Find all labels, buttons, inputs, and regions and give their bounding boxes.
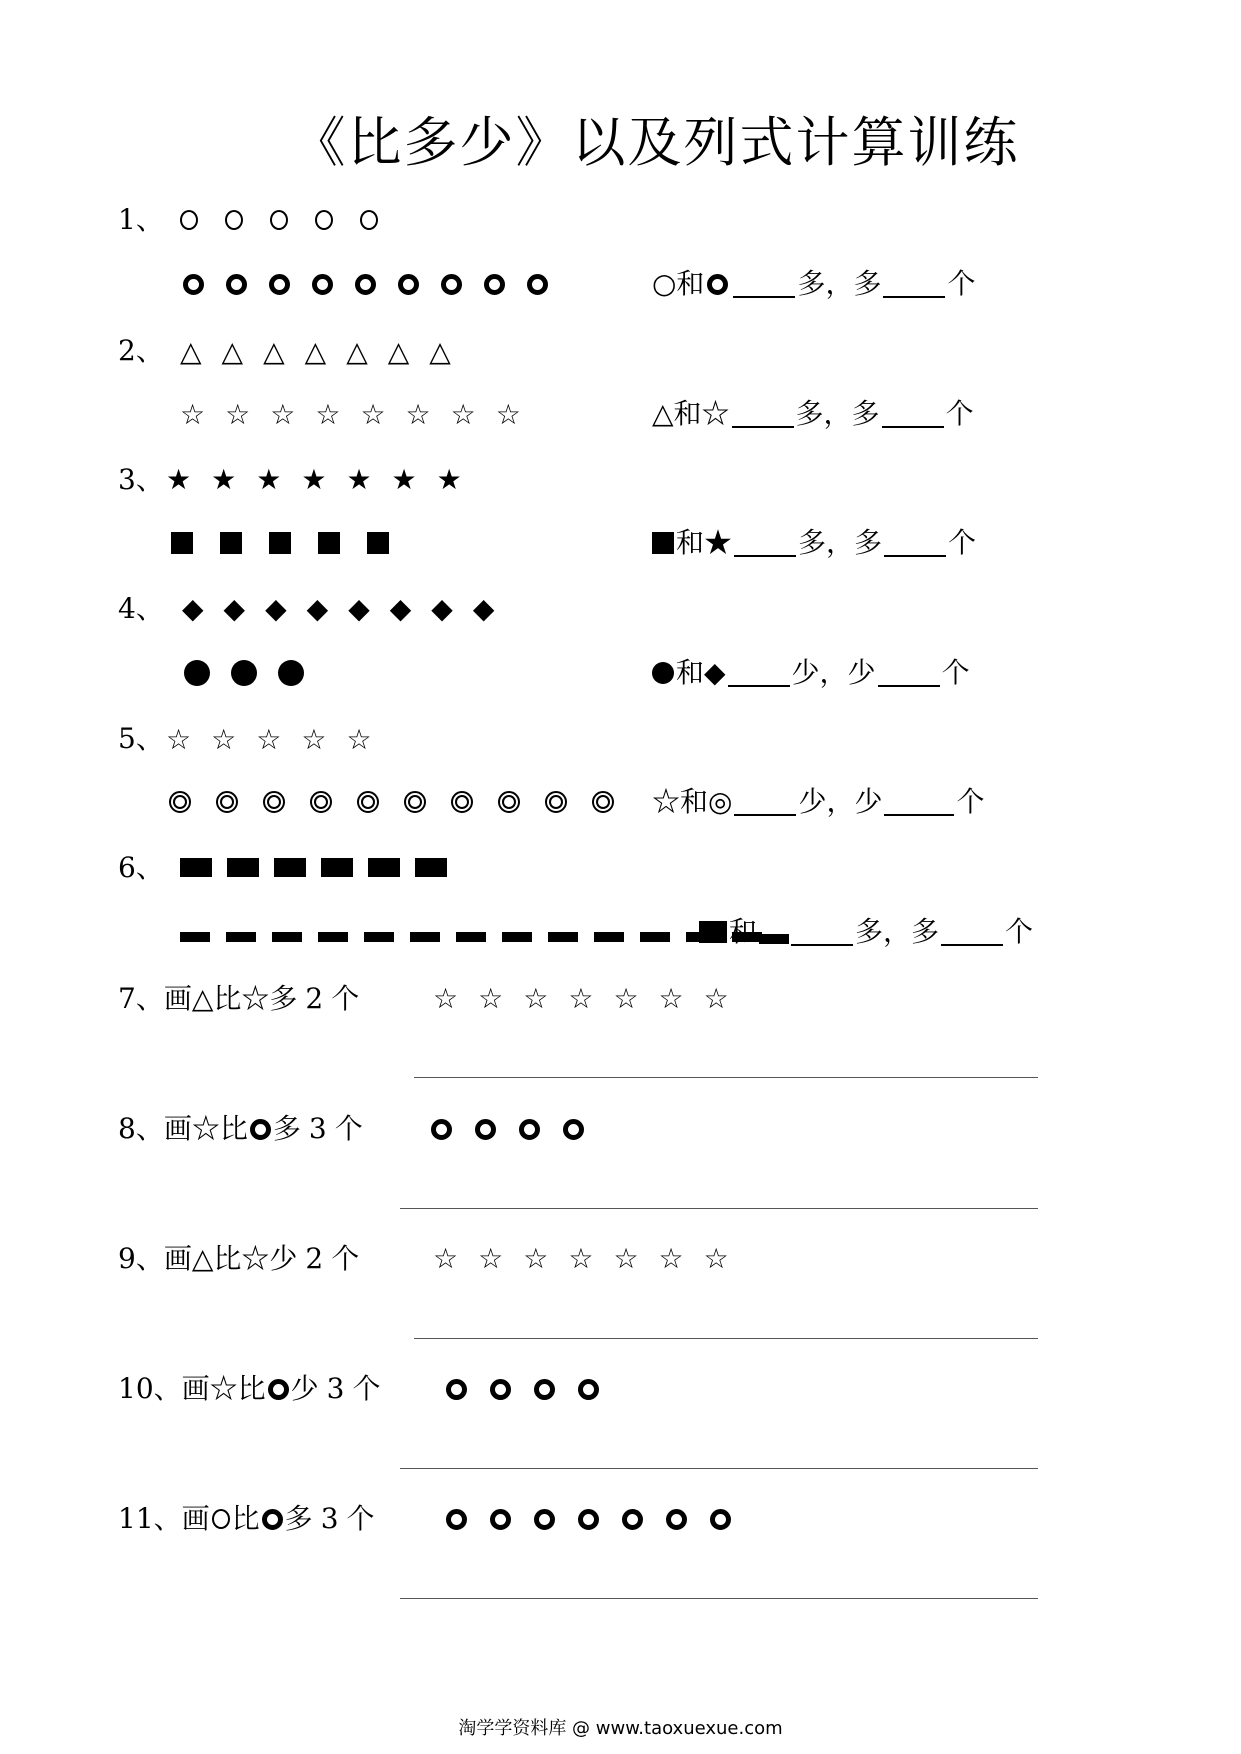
page-title: 《比多少》以及列式计算训练 <box>291 111 1020 174</box>
answer-blank[interactable] <box>733 270 795 298</box>
ring-icon <box>446 1509 467 1530</box>
dot-row <box>184 660 304 686</box>
ring-icon <box>578 1379 599 1400</box>
filled-circle-icon <box>278 660 304 686</box>
bar-icon <box>640 932 670 942</box>
ring-icon <box>490 1379 511 1400</box>
diamond-icon: ◆ <box>348 592 370 625</box>
diamond-icon: ◆ <box>182 592 204 625</box>
task-10-prompt: 10、 画☆比 少 3 个 <box>118 1372 381 1405</box>
star-filled-row <box>166 463 462 496</box>
double-circle-icon <box>545 791 567 813</box>
star-outline-icon: ☆ <box>478 1242 504 1275</box>
double-circle-icon <box>498 791 520 813</box>
star-outline-icon: ☆ <box>658 1242 684 1275</box>
star-outline-icon: ☆ <box>568 982 594 1015</box>
open-circle-icon <box>360 210 378 230</box>
question-5: ☆和◎ 少，少 个 <box>652 785 985 818</box>
ring-icon <box>710 1509 731 1530</box>
diamond-icon: ◆ <box>306 592 329 625</box>
item-number: 2、 <box>118 334 164 367</box>
bar-icon <box>272 932 302 942</box>
star-outline-icon: ☆ <box>523 982 549 1015</box>
ring-row <box>183 274 548 295</box>
square-row <box>171 532 389 554</box>
star-outline-icon: ☆ <box>315 398 341 431</box>
diamond-row <box>182 592 495 625</box>
diamond-icon: ◆ <box>431 592 453 625</box>
star-filled-icon: ★ <box>346 463 372 496</box>
diamond-icon: ◆ <box>223 592 246 625</box>
ring-icon <box>707 274 728 295</box>
star-outline-icon: ☆ <box>405 398 431 431</box>
ring-icon <box>312 274 333 295</box>
ring-icon <box>250 1119 271 1140</box>
bar-row <box>180 922 762 942</box>
star-outline-icon: ☆ <box>523 1242 549 1275</box>
ring-icon <box>183 274 204 295</box>
triangle-icon: △ <box>429 335 451 368</box>
ring-row <box>431 1119 584 1140</box>
double-circle-icon <box>592 791 614 813</box>
ring-icon <box>484 274 505 295</box>
answer-blank[interactable] <box>878 659 940 687</box>
star-outline-icon: ☆ <box>180 398 206 431</box>
question-6: 和 多，多 个 <box>699 910 1033 954</box>
star-outline-row <box>433 1242 729 1275</box>
drawing-answer-line[interactable] <box>400 1208 1038 1209</box>
triangle-icon: △ <box>304 335 327 368</box>
ring-icon <box>578 1509 599 1530</box>
answer-blank[interactable] <box>791 918 853 946</box>
filled-circle-icon <box>184 660 210 686</box>
square-icon <box>220 532 242 554</box>
star-filled-icon: ★ <box>166 463 192 496</box>
star-outline-icon: ☆ <box>256 723 282 756</box>
square-icon <box>171 532 193 554</box>
bar-icon <box>318 932 348 942</box>
ring-icon <box>269 274 290 295</box>
answer-blank[interactable] <box>882 400 944 428</box>
bar-icon <box>410 932 440 942</box>
ring-icon <box>534 1379 555 1400</box>
drawing-answer-line[interactable] <box>414 1077 1038 1078</box>
open-circle-row <box>180 210 378 230</box>
double-circle-icon <box>216 791 238 813</box>
ring-icon <box>519 1119 540 1140</box>
square-icon <box>318 532 340 554</box>
star-outline-icon: ☆ <box>211 723 237 756</box>
open-circle-icon <box>315 210 333 230</box>
filled-circle-icon <box>652 662 674 684</box>
bar-icon <box>502 932 532 942</box>
answer-blank[interactable] <box>728 659 790 687</box>
star-outline-icon: ☆ <box>270 398 296 431</box>
footer-watermark: 淘学学资料库 @ www.taoxuexue.com <box>458 1718 783 1739</box>
filled-circle-icon <box>231 660 257 686</box>
ring-icon <box>398 274 419 295</box>
question-3: 和★ 多，多 个 <box>652 521 976 565</box>
answer-blank[interactable] <box>734 788 796 816</box>
task-11-prompt: 11、 画 比 多 3 个 <box>118 1502 375 1535</box>
star-filled-icon: ★ <box>391 463 417 496</box>
star-outline-icon: ☆ <box>658 982 684 1015</box>
star-outline-icon: ☆ <box>495 398 521 431</box>
triangle-icon: △ <box>221 335 244 368</box>
rectangle-icon <box>227 858 259 877</box>
bar-icon <box>548 932 578 942</box>
rectangle-icon <box>368 858 400 877</box>
ring-icon <box>563 1119 584 1140</box>
bar-icon <box>594 932 624 942</box>
task-9-prompt: 9、 画△比☆少 2 个 <box>118 1242 360 1275</box>
question-1: ○和 多，多 个 <box>652 267 976 300</box>
rectangle-icon <box>321 858 353 877</box>
answer-blank[interactable] <box>884 788 954 816</box>
open-circle-icon <box>180 210 198 230</box>
ring-icon <box>490 1509 511 1530</box>
triangle-icon: △ <box>263 335 285 368</box>
answer-blank[interactable] <box>734 529 796 557</box>
answer-blank[interactable] <box>941 918 1003 946</box>
answer-blank[interactable] <box>884 529 946 557</box>
ring-icon <box>262 1509 283 1530</box>
rectangle-icon <box>274 858 306 877</box>
double-circle-icon <box>310 791 332 813</box>
star-filled-icon: ★ <box>301 463 327 496</box>
star-outline-row <box>180 398 521 431</box>
star-outline-icon: ☆ <box>450 398 476 431</box>
bar-icon <box>456 932 486 942</box>
star-outline-icon: ☆ <box>568 1242 594 1275</box>
star-outline-icon: ☆ <box>703 982 729 1015</box>
star-filled-icon: ★ <box>256 463 282 496</box>
star-filled-icon: ★ <box>211 463 237 496</box>
open-circle-icon <box>225 210 243 230</box>
square-icon <box>367 532 389 554</box>
triangle-icon: △ <box>387 335 410 368</box>
star-outline-icon: ☆ <box>613 982 639 1015</box>
star-outline-icon: ☆ <box>225 398 251 431</box>
star-outline-icon: ☆ <box>301 723 327 756</box>
double-circle-icon <box>263 791 285 813</box>
item-number: 4、 <box>118 592 164 625</box>
star-outline-icon: ☆ <box>346 723 372 756</box>
rectangle-icon <box>415 858 447 877</box>
item-number: 5、 <box>118 722 164 755</box>
ring-row <box>446 1509 731 1530</box>
star-outline-icon: ☆ <box>703 1242 729 1275</box>
square-icon <box>269 532 291 554</box>
question-4: 和◆ 少，少 个 <box>652 651 970 695</box>
ring-icon <box>527 274 548 295</box>
star-outline-icon: ☆ <box>433 1242 459 1275</box>
ring-icon <box>475 1119 496 1140</box>
double-circle-icon <box>451 791 473 813</box>
triangle-icon: △ <box>346 335 368 368</box>
double-circle-row <box>169 791 614 813</box>
ring-icon <box>441 274 462 295</box>
ring-row <box>446 1379 599 1400</box>
ring-icon <box>226 274 247 295</box>
bar-icon <box>364 932 394 942</box>
answer-blank[interactable] <box>883 270 945 298</box>
diamond-icon: ◆ <box>265 592 287 625</box>
rectangle-icon <box>180 858 212 877</box>
ring-icon <box>431 1119 452 1140</box>
task-7-prompt: 7、 画△比☆多 2 个 <box>118 982 360 1015</box>
question-2: △和☆ 多，多 个 <box>652 397 974 430</box>
star-outline-icon: ☆ <box>478 982 504 1015</box>
ring-icon <box>268 1379 289 1400</box>
bar-icon <box>180 932 210 942</box>
ring-icon <box>446 1379 467 1400</box>
star-outline-icon: ☆ <box>360 398 386 431</box>
drawing-answer-line[interactable] <box>400 1598 1038 1599</box>
drawing-answer-line[interactable] <box>400 1468 1038 1469</box>
ring-icon <box>355 274 376 295</box>
double-circle-icon <box>357 791 379 813</box>
double-circle-icon <box>169 791 191 813</box>
ring-icon <box>666 1509 687 1530</box>
bar-icon <box>226 932 256 942</box>
double-circle-icon <box>404 791 426 813</box>
diamond-icon: ◆ <box>472 592 495 625</box>
star-outline-icon: ☆ <box>433 982 459 1015</box>
open-circle-icon <box>270 210 288 230</box>
triangle-row <box>180 335 451 368</box>
star-outline-icon: ☆ <box>613 1242 639 1275</box>
rectangle-row <box>180 858 447 877</box>
ring-icon <box>622 1509 643 1530</box>
item-number: 3、 <box>118 463 164 496</box>
star-outline-row <box>433 982 729 1015</box>
drawing-answer-line[interactable] <box>414 1338 1038 1339</box>
star-outline-row <box>166 723 372 756</box>
star-filled-icon: ★ <box>436 463 462 496</box>
ring-icon <box>534 1509 555 1530</box>
diamond-icon: ◆ <box>389 592 412 625</box>
task-8-prompt: 8、 画☆比 多 3 个 <box>118 1112 363 1145</box>
open-circle-icon <box>212 1509 230 1529</box>
rectangle-icon <box>699 921 727 943</box>
square-icon <box>652 532 674 554</box>
bar-icon <box>759 934 789 944</box>
star-outline-icon: ☆ <box>166 723 192 756</box>
item-number: 6、 <box>118 851 164 884</box>
answer-blank[interactable] <box>732 400 794 428</box>
triangle-icon: △ <box>180 335 202 368</box>
item-number: 1、 <box>118 203 164 236</box>
